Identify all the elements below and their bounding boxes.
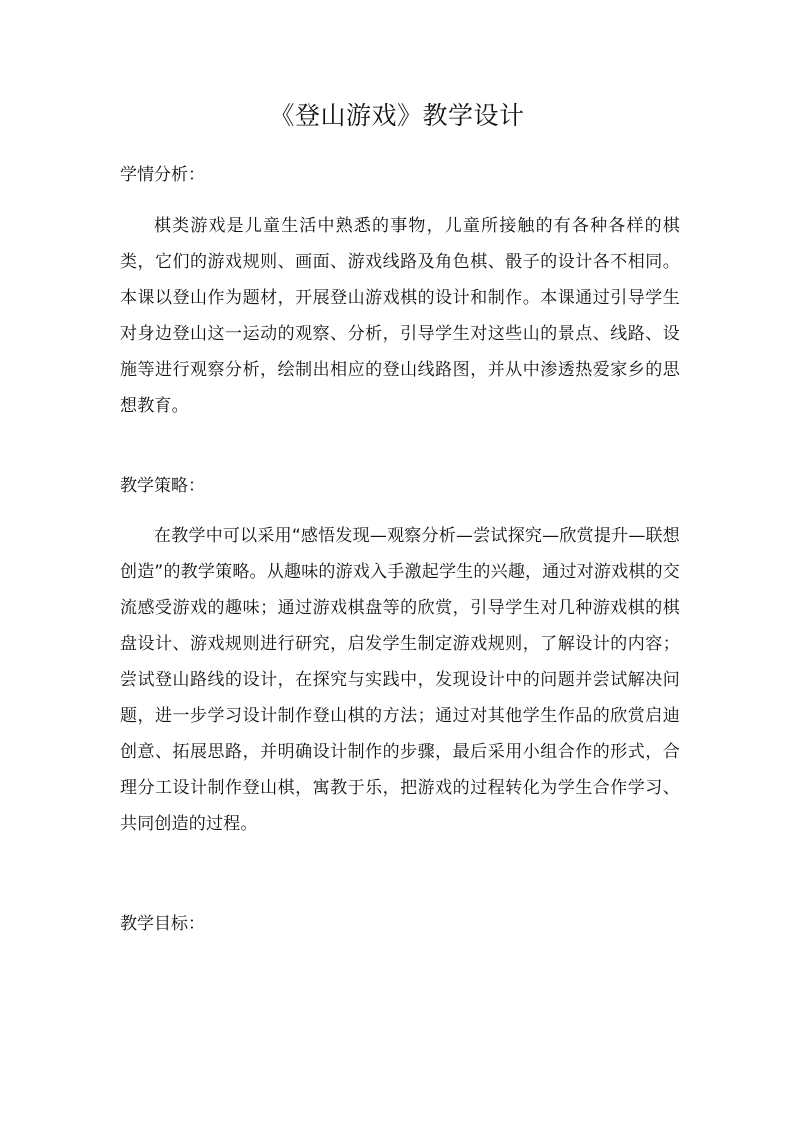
section-body-teaching-strategy: 在教学中可以采用“感悟发现—观察分析—尝试探究—欣赏提升—联想创造”的教学策略。从趣味的游戏入手激起学生的兴趣，通过对游戏棋的交流感受游戏的趣味；通过游戏棋盘等的欣赏，引导学生对几种游戏棋的棋盘设计、游戏规则进行研究，启发学生制定游戏规则，了解设计的内容；尝试登山路线的设计，在探究与实践中，发现设计中的问题并尝试解决问题，进一步学习设计制作登山棋的方法；通过对其他学生作品的欣赏启迪创意、拓展思路，并明确设计制作的步骤，最后采用小组合作的形式，合理分工设计制作登山棋，寓教于乐，把游戏的过程转化为学生合作学习、共同创造的过程。 — [120, 526, 680, 834]
section-body-learning-analysis: 棋类游戏是儿童生活中熟悉的事物，儿童所接触的有各种各样的棋类，它们的游戏规则、画面、游戏线路及角色棋、骰子的设计各不相同。本课以登山作为题材，开展登山游戏棋的设计和制作。本课通过引导学生对身边登山这一运动的观察、分析，引导学生对这些山的景点、线路、设施等进行观察分析，绘制出相应的登山线路图，并从中渗透热爱家乡的思想教育。 — [120, 216, 680, 416]
section-heading-teaching-strategy: 教学策略： — [120, 476, 205, 496]
section-heading-learning-analysis: 学情分析： — [120, 165, 205, 185]
document-title: 《登山游戏》教学设计 — [269, 101, 525, 130]
section-heading-teaching-goals: 教学目标： — [120, 914, 205, 934]
